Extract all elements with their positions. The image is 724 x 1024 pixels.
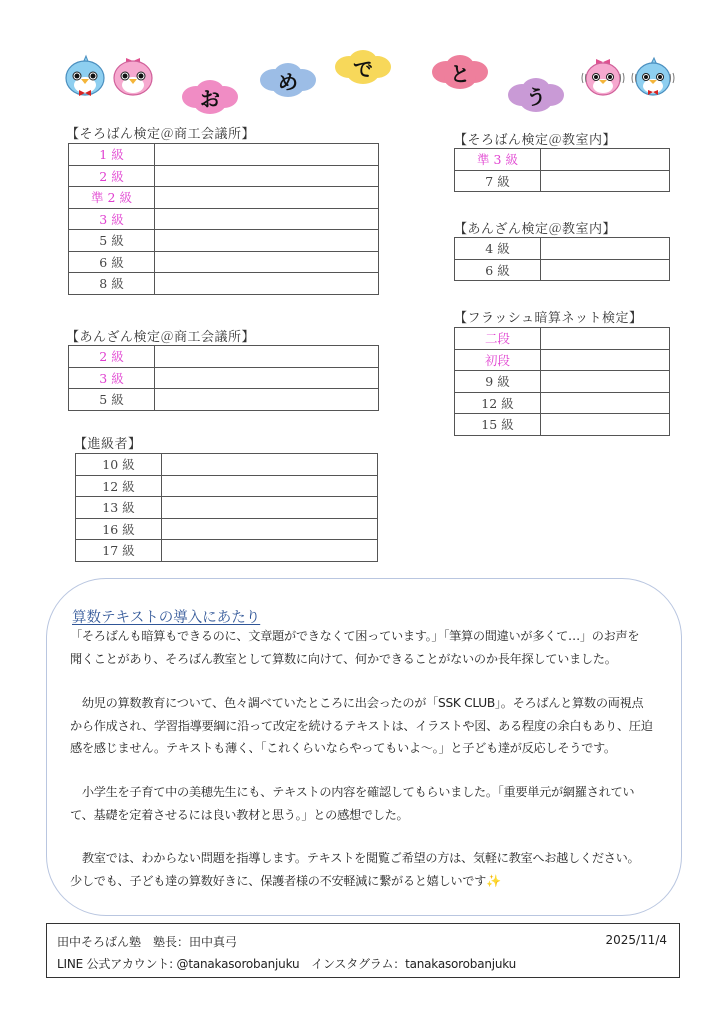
table-row xyxy=(69,273,379,295)
grade-label: 2 級 xyxy=(69,346,155,368)
grade-label: 2 級 xyxy=(69,165,155,187)
social-accounts: LINE 公式アカウント: @tanakasorobanjuku インスタグラム：tanakasorobanjuku xyxy=(57,957,517,971)
grade-label: 12 級 xyxy=(455,392,541,414)
grade-label: 15 級 xyxy=(455,414,541,436)
table-row xyxy=(455,349,670,371)
section-title-promoted: 【進級者】 xyxy=(74,437,142,452)
flower-letter-me: め xyxy=(260,63,316,97)
section-title-anzan-chamber: 【あんざん検定＠商工会議所】 xyxy=(66,330,256,345)
names-cell xyxy=(162,518,378,540)
grade-label: 4 級 xyxy=(455,238,541,260)
table-row xyxy=(69,389,379,411)
table-row xyxy=(455,149,670,171)
names-cell xyxy=(155,251,379,273)
table-row xyxy=(455,170,670,192)
names-cell xyxy=(541,349,670,371)
section-title-soroban-classroom: 【そろばん検定＠教室内】 xyxy=(454,133,617,148)
sparkle-icon: ✨ xyxy=(486,873,501,888)
names-cell xyxy=(541,149,670,171)
flower-letter-o: お xyxy=(182,80,238,114)
section-title-flash-anzan: 【フラッシュ暗算ネット検定】 xyxy=(454,311,643,326)
names-cell xyxy=(155,346,379,368)
names-cell xyxy=(155,165,379,187)
table-row xyxy=(455,371,670,393)
table-row xyxy=(69,208,379,230)
grade-label: 17 級 xyxy=(76,540,162,562)
grade-label: 準 2 級 xyxy=(69,187,155,209)
grade-label: 8 級 xyxy=(69,273,155,295)
section-title-anzan-classroom: 【あんざん検定＠教室内】 xyxy=(454,222,617,237)
flower-letter-de: で xyxy=(335,50,391,84)
table-row xyxy=(69,346,379,368)
table-promoted xyxy=(75,453,378,562)
message-paragraph-4 xyxy=(70,847,670,892)
table-row xyxy=(455,259,670,281)
paragraph-line: 教室では、わからない問題を指導します。テキストを閲覧ご希望の方は、気軽に教室へお越しください。 xyxy=(70,851,640,865)
names-cell xyxy=(155,144,379,166)
pink-bird-waving-icon xyxy=(580,55,626,99)
grade-label: 初段 xyxy=(455,349,541,371)
grade-label: 9 級 xyxy=(455,371,541,393)
grade-label: 16 級 xyxy=(76,518,162,540)
table-row xyxy=(76,540,378,562)
names-cell xyxy=(162,497,378,519)
paragraph-line: 「そろばんも暗算もできるのに、文章題ができなくて困っています。」「筆算の間違いが多くて…」のお声を xyxy=(70,629,640,643)
paragraph-line: 小学生を子育て中の美穂先生にも、テキストの内容を確認してもらいました。「重要単元が網羅されてい xyxy=(70,785,635,799)
grade-label: 二段 xyxy=(455,328,541,350)
table-row xyxy=(455,414,670,436)
names-cell xyxy=(155,208,379,230)
table-row xyxy=(76,497,378,519)
table-row xyxy=(76,518,378,540)
table-soroban-chamber xyxy=(68,143,379,295)
section-title-soroban-chamber: 【そろばん検定＠商工会議所】 xyxy=(66,127,256,142)
issue-date: 2025/11/4 xyxy=(605,933,667,947)
flower-letter-to: と xyxy=(432,55,488,89)
grade-label: 12 級 xyxy=(76,475,162,497)
table-row xyxy=(455,238,670,260)
table-row xyxy=(69,144,379,166)
names-cell xyxy=(155,230,379,252)
names-cell xyxy=(541,328,670,350)
footer-contact-box xyxy=(46,923,680,978)
paragraph-line: て、基礎を定着させるには良い教材と思う。」との感想でした。 xyxy=(70,807,409,822)
paragraph-line: から作成され、学習指導要綱に沿って改定を続けるテキストは、イラストや図、ある程度の余白もあり、圧迫 xyxy=(70,718,653,733)
names-cell xyxy=(155,389,379,411)
message-title: 算数テキストの導入にあたり xyxy=(72,610,261,626)
school-and-principal: 田中そろばん塾 塾長：田中真弓 xyxy=(57,935,238,949)
names-cell xyxy=(541,238,670,260)
blue-bird-waving-icon xyxy=(630,55,676,99)
flower-letter-u: う xyxy=(508,78,564,112)
table-anzan-classroom xyxy=(454,237,670,281)
names-cell xyxy=(162,454,378,476)
blue-bird-icon xyxy=(62,52,108,98)
grade-label: 準 3 級 xyxy=(455,149,541,171)
names-cell xyxy=(541,259,670,281)
names-cell xyxy=(162,540,378,562)
paragraph-line: 感を感じません。テキストも薄く、「これくらいならやってもいよ～。」と子ども達が反応しそうです。 xyxy=(70,741,616,755)
grade-label: 5 級 xyxy=(69,389,155,411)
grade-label: 10 級 xyxy=(76,454,162,476)
grade-label: 7 級 xyxy=(455,170,541,192)
names-cell xyxy=(155,273,379,295)
message-paragraph-2 xyxy=(70,692,670,760)
grade-label: 1 級 xyxy=(69,144,155,166)
names-cell xyxy=(541,414,670,436)
table-row xyxy=(69,187,379,209)
grade-label: 3 級 xyxy=(69,367,155,389)
names-cell xyxy=(162,475,378,497)
table-row xyxy=(69,230,379,252)
grade-label: 3 級 xyxy=(69,208,155,230)
paragraph-line: 幼児の算数教育について、色々調べていたところに出会ったのが「SSK CLUB」。そろばんと算数の両視点 xyxy=(70,696,644,710)
message-paragraph-3 xyxy=(70,781,670,826)
names-cell xyxy=(541,170,670,192)
names-cell xyxy=(541,371,670,393)
message-paragraph-1 xyxy=(70,625,670,670)
names-cell xyxy=(155,187,379,209)
table-anzan-chamber xyxy=(68,345,379,411)
table-row xyxy=(455,392,670,414)
pink-bird-icon xyxy=(110,52,156,98)
table-soroban-classroom xyxy=(454,148,670,192)
paragraph-line-text: 少しでも、子ども達の算数好きに、保護者様の不安軽減に繋がると嬉しいです xyxy=(70,873,487,888)
table-row xyxy=(455,328,670,350)
table-row xyxy=(69,251,379,273)
grade-label: 6 級 xyxy=(455,259,541,281)
grade-label: 5 級 xyxy=(69,230,155,252)
table-row xyxy=(69,165,379,187)
names-cell xyxy=(155,367,379,389)
table-row xyxy=(69,367,379,389)
grade-label: 13 級 xyxy=(76,497,162,519)
grade-label: 6 級 xyxy=(69,251,155,273)
table-row xyxy=(76,475,378,497)
table-row xyxy=(76,454,378,476)
table-flash-anzan xyxy=(454,327,670,436)
paragraph-line: 聞くことがあり、そろばん教室として算数に向けて、何かできることがないのか長年探していました。 xyxy=(70,651,617,666)
paragraph-line xyxy=(70,870,670,893)
names-cell xyxy=(541,392,670,414)
